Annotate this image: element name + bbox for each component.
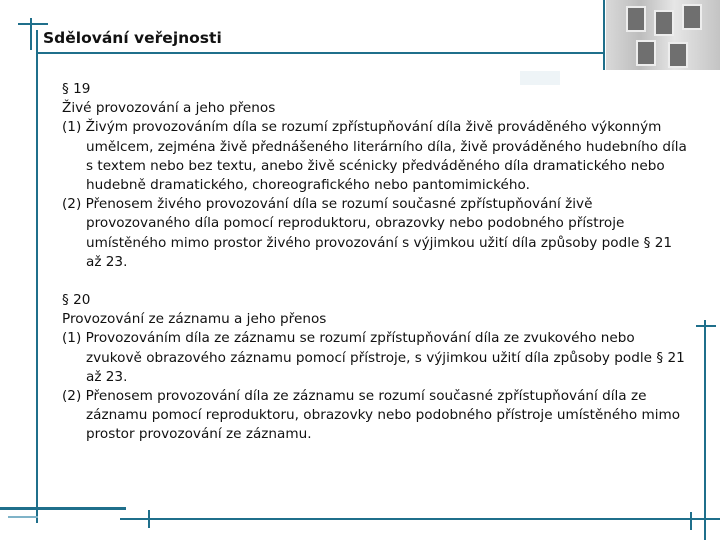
right-edge-line — [704, 320, 706, 540]
bottom-tick-right — [690, 512, 692, 530]
section-19-number: § 19 — [62, 81, 91, 97]
section-19-heading: Živé provozování a jeho přenos — [62, 100, 276, 117]
right-line-vertical — [603, 0, 605, 70]
bottom-line-main — [120, 518, 720, 520]
right-edge-tick — [696, 325, 716, 327]
slide-title: Sdělování veřejnosti — [43, 29, 222, 47]
title-line-vertical — [36, 30, 38, 523]
section-19-paragraph-2: (2) Přenosem živého provozování díla se rozumí současné zpřístupňování živě provozovaného díla pomocí reproduktoru, obrazovky nebo podobného přístroje umístěného mimo prostor živého provozování s výjimkou užití díla způsoby podle § 21 až 23. — [62, 196, 673, 270]
section-20-paragraph-1: (1) Provozováním díla ze záznamu se rozumí zpřístupňování díla ze zvukového nebo zvukově obrazového záznamu pomocí přístroje, s výjimkou užití díla způsoby podle § 21 až 23. — [62, 330, 685, 385]
corner-line-horizontal-top-left — [18, 23, 48, 25]
section-20-heading: Provozování ze záznamu a jeho přenos — [62, 311, 327, 328]
section-20-paragraph-2: (2) Přenosem provozování díla ze záznamu se rozumí současné zpřístupňování díla ze záznamu pomocí reproduktoru, obrazovky nebo podobného přístroje umístěného mimo prostor provozování ze záznamu. — [62, 388, 681, 443]
section-spacer — [62, 272, 688, 291]
bottom-line-left — [0, 507, 126, 510]
section-20-number: § 20 — [62, 292, 91, 309]
title-underline — [36, 52, 604, 54]
building-photo — [606, 0, 720, 70]
bottom-line-left-shadow — [8, 516, 38, 518]
section-19-paragraph-1: (1) Živým provozováním díla se rozumí zpřístupňování díla živě prováděného výkonným umělcem, zejména živě přednášeného literárního díla, živě prováděného hudebního díla s textem nebo bez textu, anebo živě scénicky předváděného díla dramatického nebo hudebně dramatického, choreografického nebo pantomimického. — [62, 119, 687, 194]
slide-content — [62, 80, 688, 445]
bottom-tick-left — [148, 510, 150, 528]
